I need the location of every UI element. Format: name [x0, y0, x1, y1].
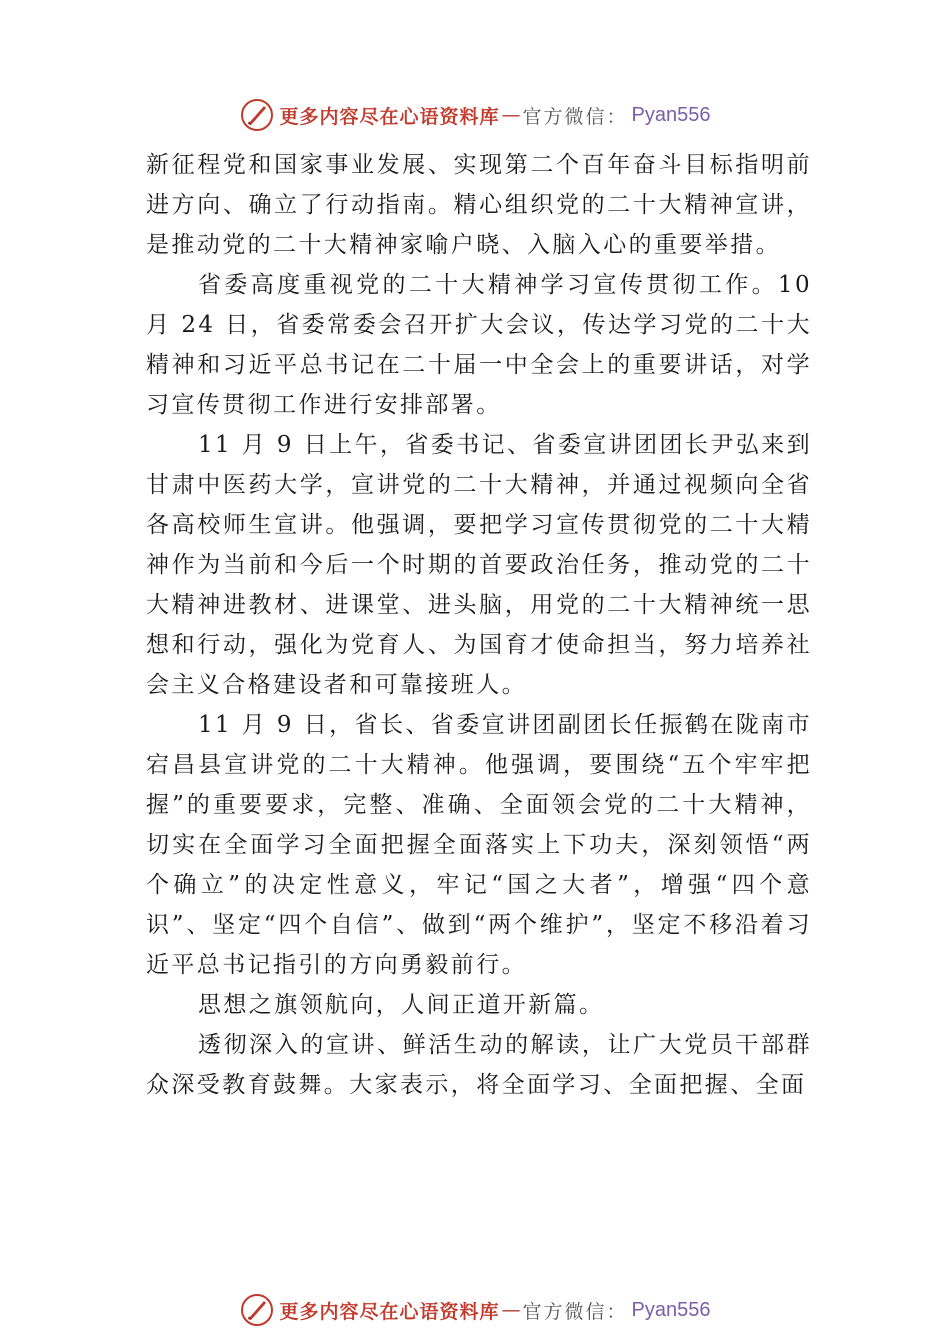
- footer-brand: 更多内容尽在心语资料库: [279, 1300, 500, 1323]
- paragraph-5: 思想之旗领航向，人间正道开新篇。: [198, 992, 605, 1018]
- footer-wechat-label: 官方微信：: [522, 1300, 628, 1323]
- footer-banner: [0, 1290, 950, 1330]
- header-brand: 更多内容尽在心语资料库: [279, 105, 500, 128]
- footer-wechat-id: Pyan556: [631, 1298, 711, 1321]
- paragraph-3: 11 月 9 日上午，省委书记、省委宣讲团团长尹弘来到甘肃中医药大学，宣讲党的二十大精神，并通过视频向全省各高校师生宣讲。他强调，要把学习宣传贯彻党的二十大精神作为当前和今后一个时期的首要政治任务，推动党的二十大精神进教材、进课堂、进头脑，用党的二十大精神统一思想和行动，强化为党育人、为国育才使命担当，努力培养社会主义合格建设者和可靠接班人。: [146, 432, 812, 698]
- header-banner: [0, 95, 950, 135]
- paragraph-1: 新征程党和国家事业发展、实现第二个百年奋斗目标指明前进方向、确立了行动指南。精心组织党的二十大精神宣讲， 是推动党的二十大精神家喻户晓、入脑入心的重要举措。: [146, 152, 812, 258]
- quill-logo-icon: [240, 98, 274, 132]
- header-wechat-id: Pyan556: [631, 103, 711, 126]
- footer-dash: —: [501, 1299, 521, 1321]
- header-dash: —: [501, 104, 521, 126]
- quill-logo-icon: [240, 1293, 274, 1327]
- paragraph-2: 省委高度重视党的二十大精神学习宣传贯彻工作。10 月 24 日，省委常委会召开扩大会议，传达学习党的二十大精神和习近平总书记在二十届一中全会上的重要讲话，对学习宣传贯彻工作进行安排部署。: [146, 272, 812, 418]
- document-body: [146, 145, 812, 1105]
- header-wechat-label: 官方微信：: [522, 105, 628, 128]
- paragraph-6: 透彻深入的宣讲、鲜活生动的解读，让广大党员干部群众深受教育鼓舞。大家表示，将全面学习、全面把握、全面: [146, 1032, 812, 1098]
- paragraph-4: 11 月 9 日，省长、省委宣讲团副团长任振鹤在陇南市宕昌县宣讲党的二十大精神。他强调，要围绕“五个牢牢把握”的重要要求，完整、准确、全面领会党的二十大精神，切实在全面学习全面把握全面落实上下功夫，深刻领悟“两个确立”的决定性意义，牢记“国之大者”，增强“四个意识”、坚定“四个自信”、做到“两个维护”，坚定不移沿着习近平总书记指引的方向勇毅前行。: [146, 712, 812, 978]
